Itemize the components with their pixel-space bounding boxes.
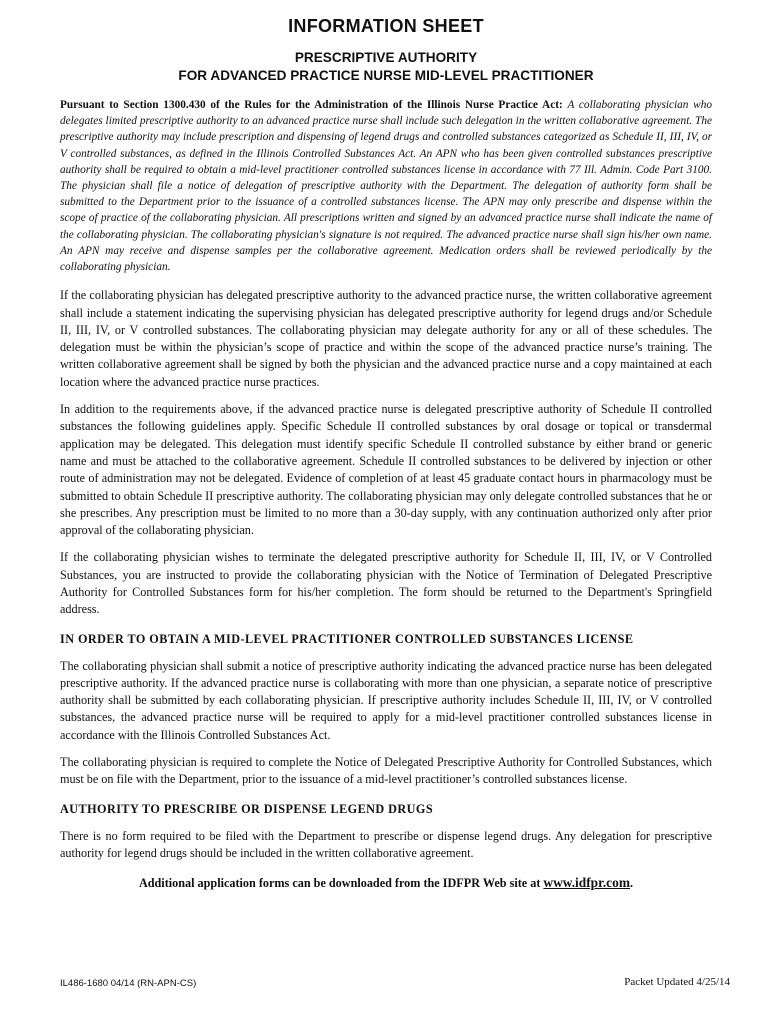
section-heading-legend-drugs: AUTHORITY TO PRESCRIBE OR DISPENSE LEGEND DRUGS <box>60 801 434 816</box>
download-note-text: Additional application forms can be downloaded from the IDFPR Web site at <box>138 876 541 891</box>
paragraph-legend-drugs: There is no form required to be filed with the Department to prescribe or dispense legend drugs. Any delegation for prescriptive authority for legend drugs should be included in the written collaborative agreement. <box>60 828 712 860</box>
intro-lead: Pursuant to Section 1300.430 of the Rules for the Administration of the Illinois Nurse Practice Act: <box>60 99 563 111</box>
document-subtitle-line2: FOR ADVANCED PRACTICE NURSE MID-LEVEL PRACTITIONER <box>178 68 594 83</box>
document-subtitle-line1: PRESCRIPTIVE AUTHORITY <box>294 50 478 65</box>
paragraph-termination: If the collaborating physician wishes to terminate the delegated prescriptive authority for Schedule II, III, IV, or V Controlled Substances, you are instructed to provide the collaborating physician with the Notice of Termination of Delegated Prescriptive Authority for Controlled Substances form for his/her completion. The form should be returned to the Department's Springfield address. <box>60 550 712 617</box>
form-id: IL486-1680 04/14 (RN-APN-CS) <box>60 978 197 989</box>
paragraph-schedule-ii: In addition to the requirements above, if the advanced practice nurse is delegated prescriptive authority of Schedule II controlled substances the following guidelines apply. Specific Schedule II controlled substances by oral dosage or topical or transdermal application may be delegated. This delegation must identify specific Schedule II controlled substance by either brand or generic name and must be attached to the collaborative agreement. Schedule II controlled substances to be delivered by injection or other route of administration may not be delegated. Evidence of completion of at least 45 graduate contact hours in pharmacology must be submitted to obtain Schedule II prescriptive authority. The collaborating physician may only delegate controlled substances that he or she prescribes. Any prescription must be limited to no more than a 30-day supply, with any continuation authorized only after prior approval of the collaborating physician. <box>60 402 712 538</box>
packet-updated-date: Packet Updated 4/25/14 <box>624 976 730 988</box>
section-heading-license: IN ORDER TO OBTAIN A MID-LEVEL PRACTITIONER CONTROLLED SUBSTANCES LICENSE <box>60 631 634 646</box>
intro-paragraph <box>60 97 712 275</box>
document-title: INFORMATION SHEET <box>288 16 484 36</box>
paragraph-notice: The collaborating physician shall submit a notice of prescriptive authority indicating the advanced practice nurse has been delegated prescriptive authority. If the advanced practice nurse is collaborating with more than one physician, a separate notice of prescriptive authority shall be submitted by each collaborating physician. If prescriptive authority includes Schedule II, III, IV, or V controlled substances, the advanced practice nurse will be required to apply for a mid-level practitioner controlled substances license in accordance with the Illinois Controlled Substances Act. <box>60 658 712 742</box>
paragraph-delegation: If the collaborating physician has delegated prescriptive authority to the advanced practice nurse, the written collaborative agreement shall include a statement indicating the supervising physician has delegated prescriptive authority for legend drugs and/or Schedule II, III, IV, or V controlled substances. The collaborating physician may delegate authority for any or all of these schedules. The delegation must be within the physician’s scope of practice and within the scope of the advanced practice nurse’s training. The written collaborative agreement shall be signed by both the physician and the advanced practice nurse and a copy maintained at each location where the advanced practice nurse practices. <box>60 288 712 389</box>
paragraph-notice-requirement: The collaborating physician is required to complete the Notice of Delegated Prescriptive Authority for Controlled Substances, which must be on file with the Department, prior to the issuance of a mid-level practitioner’s controlled substances license. <box>60 755 712 787</box>
idfpr-website-link[interactable]: www.idfpr.com <box>543 875 630 891</box>
download-note <box>60 874 712 892</box>
intro-body: A collaborating physician who delegates limited prescriptive authority to an advanced practice nurse shall include such delegation in the written collaborative agreement. The prescriptive authority may include prescription and dispensing of legend drugs and controlled substances categorized as Schedule II, III, IV, or V controlled substances, as defined in the Illinois Controlled Substances Act. An APN who has been given controlled substances prescriptive authority shall be required to obtain a mid-level practitioner controlled substances license in accordance with 77 Ill. Admin. Code Part 3100. The physician shall file a notice of delegation of prescriptive authority with the Department. The delegation of authority form shall be submitted to the Department prior to the issuance of a controlled substances license. The APN may only prescribe and dispense within the scope of practice of the collaborating physician. All prescriptions written and signed by an advanced practice nurse shall indicate the name of the collaborating physician. The collaborating physician's signature is not required. The advanced practice nurse shall sign his/her own name. An APN may receive and dispense samples per the collaborative agreement. Medication orders shall be reviewed periodically by the collaborating physician. <box>60 99 712 274</box>
download-note-end: . <box>629 876 634 891</box>
